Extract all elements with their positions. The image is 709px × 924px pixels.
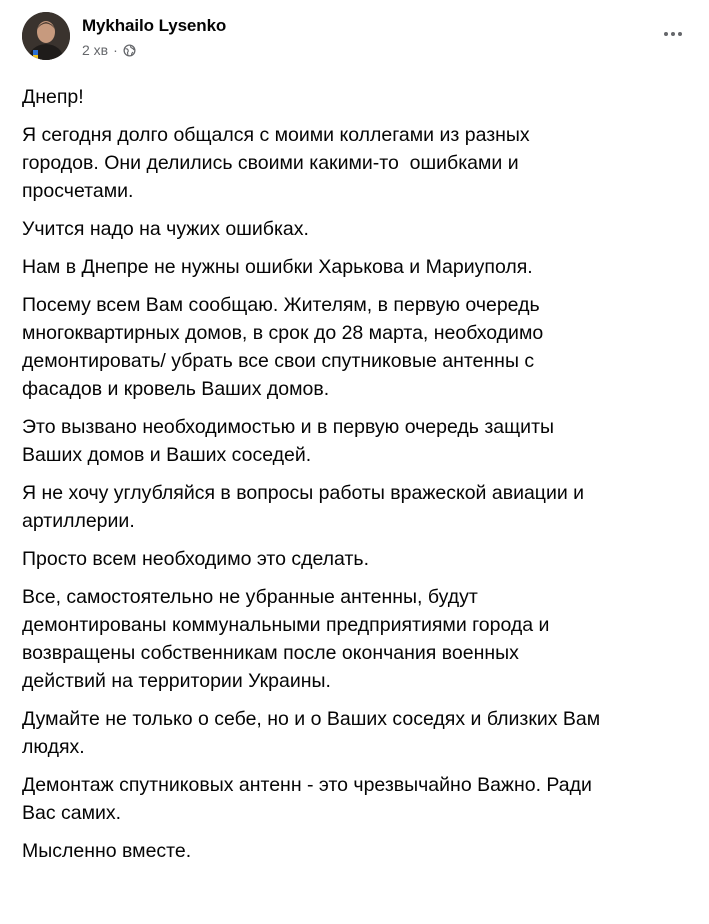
avatar[interactable] (22, 12, 70, 60)
post-meta (82, 42, 136, 58)
more-horizontal-icon (664, 32, 668, 36)
post-paragraph: Нам в Днепре не нужны ошибки Харькова и Мариуполя. (22, 256, 533, 278)
post-paragraph: Демонтаж спутниковых антенн - это чрезвычайно Важно. Ради Вас самих. (22, 774, 592, 824)
author-name[interactable]: Mykhailo Lysenko (82, 16, 227, 35)
post-paragraph: Я не хочу углубляйся в вопросы работы вражеской авиации и артиллерии. (22, 482, 585, 532)
post-paragraph: Посему всем Вам сообщаю. Жителям, в первую очередь многоквартирных домов, в срок до 28 марта, необходимо демонтировать/ убрать все свои спутниковые антенны с фасадов и кровель Ваших домов. (22, 294, 544, 400)
avatar-photo-icon (22, 12, 70, 60)
post-paragraph: Думайте не только о себе, но и о Ваших соседях и близких Вам людях. (22, 708, 601, 758)
post-paragraph: Днепр! (22, 86, 84, 108)
post-paragraph: Все, самостоятельно не убранные антенны, будут демонтированы коммунальными предприятиями города и возвращены собственникам после окончания военных действий на территории Украины. (22, 586, 550, 692)
post-timestamp[interactable]: 2 хв (82, 42, 109, 58)
globe-icon[interactable] (123, 44, 136, 57)
post-paragraph: Мысленно вместе. (22, 840, 192, 862)
post-paragraph: Это вызвано необходимостью и в первую очередь защиты Ваших домов и Ваших соседей. (22, 416, 555, 466)
post-body (22, 83, 687, 875)
post-paragraph: Учится надо на чужих ошибках. (22, 218, 309, 240)
more-options-button[interactable] (659, 24, 687, 44)
post-paragraph: Просто всем необходимо это сделать. (22, 548, 369, 570)
post-header (22, 12, 687, 64)
meta-separator: · (113, 42, 118, 58)
post-paragraph: Я сегодня долго общался с моими коллегами из разных городов. Они делились своими какими-то ошибками и просчетами. (22, 124, 530, 202)
